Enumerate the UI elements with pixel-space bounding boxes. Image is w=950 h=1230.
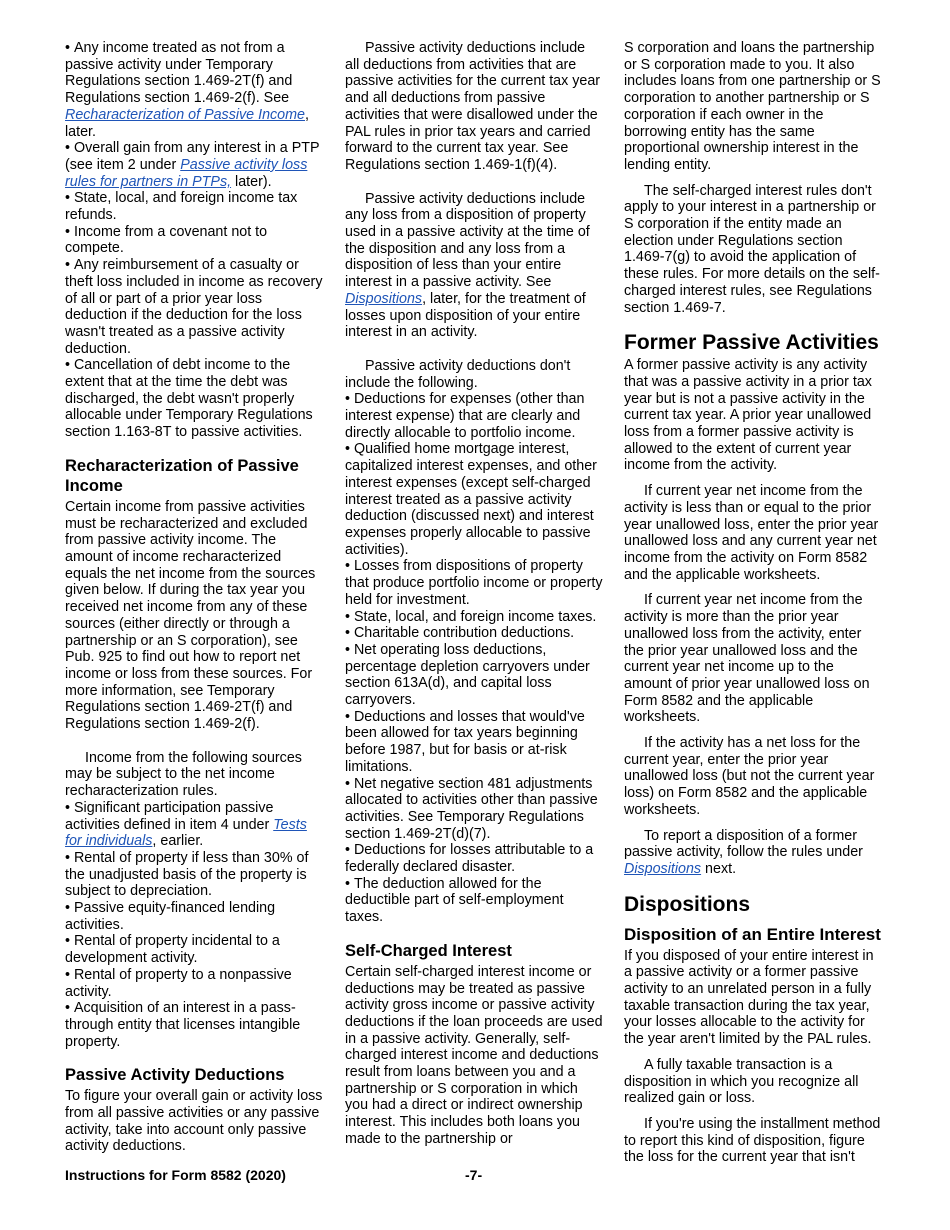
bullet-debt-cancellation: • Cancellation of debt income to the extent that at the time the debt was discharged, the debt wasn't properly allocable under Temporary Regulations section 1.163-8T to passive activities. bbox=[65, 357, 323, 441]
column-right bbox=[624, 40, 882, 1166]
paragraph-sources: Income from the following sources may be subject to the net income recharacterization rules. bbox=[65, 749, 302, 800]
paragraph-self-charged-interest: Certain self-charged interest income or deductions may be treated as passive activity gross income or passive activity deductions if the loan proceeds are used in a passive activity. Generally, self-charged interest income and deductions result from loans between you and a partnership or S corporation in which you had a direct or indirect ownership interest. This includes both loans you made to the partnership or bbox=[345, 963, 603, 1147]
page-number: -7- bbox=[465, 1167, 483, 1183]
heading-recharacterization: Recharacterization of Passive Income bbox=[65, 456, 299, 495]
paragraph-deductions-loss: Passive activity deductions include any loss from a disposition of property used in a passive activity at the time of the disposition and any loss from a disposition of less than your entire interest in a passive activity. See Dispositions, later, for the treatment of losses upon disposition of your entire interest in an activity. bbox=[345, 190, 590, 341]
bullet-pre-1987: • Deductions and losses that would've been allowed for tax years beginning before 1987, but for basis or at-risk limitations. bbox=[345, 709, 603, 776]
bullet-section-481: • Net negative section 481 adjustments allocated to activities other than passive activities. See Temporary Regulations section 1.469-2T(d)(7). bbox=[345, 776, 603, 843]
bullet-rental-nonpassive: • Rental of property to a nonpassive activity. bbox=[65, 967, 323, 1000]
bullet-mortgage-interest: • Qualified home mortgage interest, capitalized interest expenses, and other interest expenses (except self-charged interest treated as a passive activity deduction (discussed next) and interest expenses properly allocable to passive activities). bbox=[345, 441, 603, 558]
bullet-pass-through: • Acquisition of an interest in a pass-through entity that licenses intangible property. bbox=[65, 1000, 323, 1050]
paragraph-former-passive: A former passive activity is any activity that was a passive activity in a prior tax year but is not a passive activity in the current tax year. A prior year unallowed loss from a former passive activity is allowed to the extent of current year income from the activity. bbox=[624, 357, 872, 474]
paragraph-self-charged-election: The self-charged interest rules don't apply to your interest in a partnership or S corporation if the entity made an election under Regulations section 1.469-7(g) to avoid the application of these rules. For more details on the self-charged interest rules, see Regulations section 1.469-7. bbox=[624, 182, 880, 316]
heading-passive-deductions: Passive Activity Deductions bbox=[65, 1066, 285, 1085]
paragraph-income-less: If current year net income from the activity is less than or equal to the prior year unallowed loss, enter the prior year unallowed loss and any current year net income from the activity on Form 8582 and the applicable worksheets. bbox=[624, 483, 879, 583]
bullet-covenant: • Income from a covenant not to compete. bbox=[65, 224, 323, 257]
link-dispositions-next[interactable]: Dispositions bbox=[624, 860, 702, 877]
paragraph-net-loss: If the activity has a net loss for the current year, enter the prior year unallowed loss (but not the current year loss) on Form 8582 and the applicable worksheets. bbox=[624, 735, 875, 818]
bullet-income-taxes: • State, local, and foreign income taxes. bbox=[345, 609, 603, 626]
bullet-nol: • Net operating loss deductions, percentage depletion carryovers under section 613A(d), and capital loss carryovers. bbox=[345, 642, 603, 709]
heading-former-passive: Former Passive Activities bbox=[624, 331, 879, 355]
paragraph-self-charged-continued: S corporation and loans the partnership or S corporation made to you. It also includes loans from one partnership or S corporation to another partnership or S corporation if each owner in the borrowing entity has the same proportional ownership interest in the lending entity. bbox=[624, 40, 881, 173]
paragraph-deductions-exclude: Passive activity deductions don't include the following. bbox=[345, 357, 571, 391]
link-recharacterization[interactable]: Recharacterization of Passive Income bbox=[65, 106, 305, 123]
column-middle bbox=[345, 40, 603, 1148]
paragraph-recharacterization: Certain income from passive activities must be recharacterized and excluded from passive activity income. The amount of income recharacterized equals the net income from the sources given below. If during the tax year you received net income from any of these sources (either directly or through a partnership or an S corporation), see Pub. 925 to find out how to report net income or loss from these sources. For more information, see Temporary Regulations section 1.469-2T(f) and Regulations section 1.469-2(f). bbox=[65, 498, 316, 733]
bullet-tax-refunds: • State, local, and foreign income tax refunds. bbox=[65, 190, 323, 223]
bullet-rental-development: • Rental of property incidental to a development activity. bbox=[65, 933, 323, 966]
heading-entire-interest: Disposition of an Entire Interest bbox=[624, 924, 881, 944]
column-left bbox=[65, 40, 323, 1155]
bullet-self-employment: • The deduction allowed for the deductible part of self-employment taxes. bbox=[345, 876, 603, 926]
paragraph-installment: If you're using the installment method to report this kind of disposition, figure the loss for the current year that isn't bbox=[624, 1115, 881, 1166]
bullet-casualty-reimbursement: • Any reimbursement of a casualty or theft loss included in income as recovery of all or part of a prior year loss deduction if the deduction for the loss wasn't treated as a passive activity deduction. bbox=[65, 257, 323, 357]
paragraph-passive-deductions: To figure your overall gain or activity loss from all passive activities or any passive activity, take into account only passive activity deductions. bbox=[65, 1088, 323, 1155]
paragraph-income-more: If current year net income from the activity is more than the prior year unallowed loss from the activity, enter the prior year unallowed loss and the current year net income up to the amount of prior year unallowed loss on Form 8582 and the applicable worksheets. bbox=[624, 592, 870, 726]
bullet-ptp-gain: • Overall gain from any interest in a PTP (see item 2 under Passive activity loss rules for partners in PTPs, later). bbox=[65, 140, 323, 190]
paragraph-report-disposition: To report a disposition of a former passive activity, follow the rules under Dispositions next. bbox=[624, 827, 863, 877]
paragraph-deductions-include: Passive activity deductions include all deductions from activities that are passive activities for the current tax year and all deductions from passive activities that were disallowed under the PAL rules in prior tax years and carried forward to the current tax year. See Regulations section 1.469-1(f)(4). bbox=[345, 40, 601, 173]
link-dispositions[interactable]: Dispositions bbox=[345, 290, 423, 307]
bullet-equity-lending: • Passive equity-financed lending activities. bbox=[65, 900, 323, 933]
link-ptp-rules[interactable]: Passive activity loss rules for partners in PTPs, bbox=[65, 156, 308, 190]
paragraph-fully-taxable: A fully taxable transaction is a disposition in which you recognize all realized gain or loss. bbox=[624, 1056, 859, 1107]
link-tests-for-individuals[interactable]: Tests for individuals bbox=[65, 816, 307, 850]
heading-dispositions: Dispositions bbox=[624, 892, 751, 916]
bullet-rental-30: • Rental of property if less than 30% of the unadjusted basis of the property is subject to depreciation. bbox=[65, 850, 323, 900]
bullet-nonpassive-income: • Any income treated as not from a passive activity under Temporary Regulations section 1.469-2T(f) and Regulations section 1.469-2(f). See Recharacterization of Passive Income, later. bbox=[65, 40, 323, 140]
paragraph-entire-interest: If you disposed of your entire interest in a passive activity or a former passive activity to an unrelated person in a fully taxable transaction during the tax year, your losses allocable to the activity for the year aren't limited by the PAL rules. bbox=[624, 947, 874, 1048]
bullet-charitable: • Charitable contribution deductions. bbox=[345, 625, 603, 642]
footer-form-title: Instructions for Form 8582 (2020) bbox=[65, 1167, 286, 1183]
heading-self-charged-interest: Self-Charged Interest bbox=[345, 941, 512, 960]
bullet-significant-participation: • Significant participation passive activities defined in item 4 under Tests for individuals, earlier. bbox=[65, 800, 323, 850]
bullet-disaster: • Deductions for losses attributable to a federally declared disaster. bbox=[345, 842, 603, 875]
bullet-expenses: • Deductions for expenses (other than interest expense) that are clearly and directly allocable to portfolio income. bbox=[345, 391, 603, 441]
bullet-portfolio-losses: • Losses from dispositions of property that produce portfolio income or property held for investment. bbox=[345, 558, 603, 608]
